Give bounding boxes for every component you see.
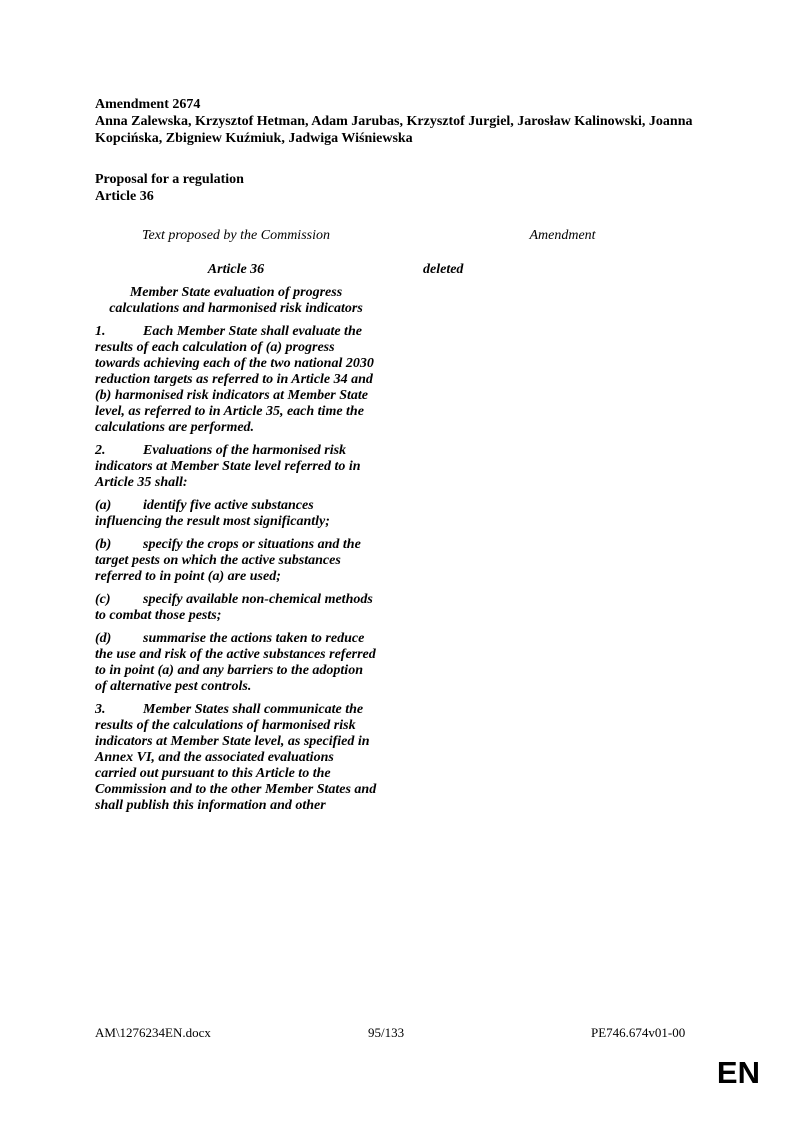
commission-text-heading: Text proposed by the Commission xyxy=(142,228,330,243)
paragraph-3 xyxy=(95,702,377,814)
point-c xyxy=(95,592,377,624)
paragraph-1-number: 1. xyxy=(95,324,106,339)
paragraph-1-text: Each Member State shall evaluate the results of each calculation of (a) progress towards achieving each of the two national 2030 reduction targets as referred to in Article 34 and (b) harmonised risk indicators at Member State level, as referred to in Article 35, each time the calculations are performed. xyxy=(95,324,374,435)
paragraph-2 xyxy=(95,443,377,491)
article-number: Article 36 xyxy=(207,262,265,277)
amendment-number: Amendment 2674 xyxy=(95,97,201,112)
paragraph-3-number: 3. xyxy=(95,702,106,717)
paragraph-2-text: Evaluations of the harmonised risk indicators at Member State level referred to in Article 35 shall: xyxy=(95,443,361,490)
amendment-header xyxy=(95,96,715,147)
article-title: Member State evaluation of progress calculations and harmonised risk indicators xyxy=(109,285,363,316)
footer-page-number: 95/133 xyxy=(368,1025,405,1040)
point-a-text: identify five active substances influencing the result most significantly; xyxy=(95,498,330,529)
footer-document-id: AM\1276234EN.docx xyxy=(95,1025,211,1040)
point-b-text: specify the crops or situations and the target pests on which the active substances referred to in point (a) are used; xyxy=(95,537,361,584)
point-d xyxy=(95,631,377,695)
amendment-deleted: deleted xyxy=(423,262,464,277)
language-code: EN xyxy=(716,1055,760,1090)
paragraph-2-number: 2. xyxy=(95,443,106,458)
point-a xyxy=(95,498,377,530)
paragraph-3-text: Member States shall communicate the results of the calculations of harmonised risk indicators at Member State level, as specified in Annex VI, and the associated evaluations carried out pursuant to this Article to the Commission and to the other Member States and shall publish this information and other xyxy=(95,702,377,813)
point-d-number: (d) xyxy=(95,631,112,646)
point-d-text: summarise the actions taken to reduce the use and risk of the active substances referred to in point (a) and any barriers to the adoption of alternative pest controls. xyxy=(95,631,376,694)
amendment-heading: Amendment xyxy=(529,228,596,243)
proposal-type: Proposal for a regulation xyxy=(95,172,244,187)
point-b xyxy=(95,537,377,585)
point-b-number: (b) xyxy=(95,537,112,552)
point-c-text: specify available non-chemical methods to combat those pests; xyxy=(95,592,373,623)
amendment-authors: Anna Zalewska, Krzysztof Hetman, Adam Jarubas, Krzysztof Jurgiel, Jarosław Kalinowski, Joanna Kopcińska, Zbigniew Kuźmiuk, Jadwiga Wiśniewska xyxy=(95,114,693,146)
point-c-number: (c) xyxy=(95,592,111,607)
point-a-number: (a) xyxy=(95,498,112,513)
proposal-article: Article 36 xyxy=(95,189,154,204)
proposal-reference xyxy=(95,171,495,205)
commission-text-column xyxy=(95,262,377,821)
paragraph-1 xyxy=(95,324,377,436)
footer-reference: PE746.674v01-00 xyxy=(591,1025,686,1040)
